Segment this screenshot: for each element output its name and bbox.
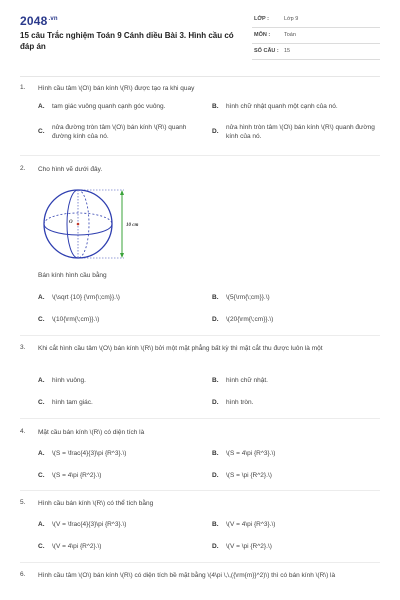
option-letter: D.	[212, 128, 219, 135]
option-letter: D.	[212, 316, 219, 323]
option-letter: A.	[38, 450, 45, 457]
question-number: 5.	[20, 499, 26, 506]
height-arrow-bottom	[120, 253, 124, 258]
question-text: Hình cầu tâm \(O\) bán kính \(R\) được tạo ra khi quay	[38, 85, 195, 92]
sphere-figure	[40, 186, 160, 262]
height-arrow-top	[120, 190, 124, 195]
option-letter: B.	[212, 103, 219, 110]
meta-key: SỐ CÂU :	[254, 48, 279, 54]
question-divider	[20, 335, 380, 336]
question-divider	[20, 155, 380, 156]
meridian-back	[78, 190, 89, 258]
option-letter: A.	[38, 521, 45, 528]
option-letter: C.	[38, 399, 45, 406]
meta-key: MÔN :	[254, 32, 271, 38]
option-text: \(V = \frac{4}{3}\pi {R^3}.\)	[52, 521, 127, 528]
option-text: \(S = \frac{4}{3}\pi {R^3}.\)	[52, 450, 127, 457]
option-letter: B.	[212, 377, 219, 384]
option-text: \(20{\rm{\;cm}}.\)	[226, 316, 274, 323]
option-letter: D.	[212, 543, 219, 550]
option-text: hình vuông.	[52, 377, 86, 384]
option-text: hình chữ nhật quanh một cạnh của nó.	[226, 103, 338, 110]
option-letter: B.	[212, 521, 219, 528]
option-letter: A.	[38, 103, 45, 110]
option-letter: C.	[38, 472, 45, 479]
height-label: 10 cm	[126, 223, 139, 228]
option-text: hình tam giác.	[52, 399, 93, 406]
meta-row-subject	[252, 29, 380, 44]
option-text: nửa hình tròn tâm \(O\) bán kính \(R\) quanh đường kính của nó.	[226, 124, 375, 140]
question-number: 3.	[20, 344, 26, 351]
meta-row-grade	[252, 13, 380, 28]
question-text: Hình cầu bán kính \(R\) có thể tích bằng	[38, 500, 154, 507]
question-number: 4.	[20, 428, 26, 435]
meta-value: Toán	[284, 32, 296, 38]
option-text: hình tròn.	[226, 399, 254, 406]
document-title: 15 câu Trắc nghiệm Toán 9 Cánh diều Bài 3. Hình cầu có đáp án	[20, 31, 234, 51]
site-logo[interactable]	[20, 14, 58, 28]
option-letter: B.	[212, 294, 219, 301]
meta-key: LỚP :	[254, 16, 269, 22]
question-text: Mặt cầu bán kính \(R\) có diện tích là	[38, 429, 145, 436]
option-text: tam giác vuông quanh cạnh góc vuông.	[52, 103, 166, 110]
question-divider	[20, 418, 380, 419]
option-text: \(10{\rm{\;cm}}.\)	[52, 316, 100, 323]
option-text: \(V = \pi {R^2}.\)	[226, 543, 272, 550]
option-text: \(V = 4\pi {R^3}.\)	[226, 521, 276, 528]
center-point	[77, 223, 80, 226]
option-letter: A.	[38, 294, 45, 301]
question-subtext: Bán kính hình cầu bằng	[38, 272, 107, 279]
option-letter: C.	[38, 316, 45, 323]
option-letter: D.	[212, 399, 219, 406]
meta-value: 15	[284, 48, 291, 54]
logo-text: 2048	[20, 14, 48, 28]
header-divider	[20, 76, 380, 77]
option-letter: D.	[212, 472, 219, 479]
question-number: 6.	[20, 571, 26, 578]
question-divider	[20, 490, 380, 491]
logo-suffix: .vn	[48, 16, 58, 22]
option-text: \(V = 4\pi {R^2}.\)	[52, 543, 102, 550]
sphere-diagram	[40, 186, 160, 262]
question-text: Cho hình vẽ dưới đây.	[38, 166, 103, 173]
option-text: \(5{\rm{\;cm}}.\)	[226, 294, 270, 301]
question-text: Khi cắt hình cầu tâm \(O\) bán kính \(R\) bởi một mặt phẳng bất kỳ thì mặt cắt thu được luôn là một	[38, 345, 323, 352]
option-letter: B.	[212, 450, 219, 457]
option-text: \(S = 4\pi {R^2}.\)	[52, 472, 102, 479]
page-header	[0, 0, 400, 72]
question-text: Hình cầu tâm \(O\) bán kính \(R\) có diện tích bề mặt bằng \(4\pi \,\,({\rm{m}}^2)\) thì có bán kính \(R\) là	[38, 572, 336, 579]
meta-row-question-count	[252, 45, 380, 60]
option-letter: C.	[38, 128, 45, 135]
question-number: 2.	[20, 165, 26, 172]
question-divider	[20, 562, 380, 563]
meta-value: Lớp 9	[284, 16, 299, 22]
question-number: 1.	[20, 84, 26, 91]
option-text: \(S = \pi {R^2}.\)	[226, 472, 272, 479]
option-text: nửa đường tròn tâm \(O\) bán kính \(R\) quanh đường kính của nó.	[52, 124, 187, 140]
option-text: hình chữ nhật.	[226, 377, 268, 384]
option-letter: C.	[38, 543, 45, 550]
option-letter: A.	[38, 377, 45, 384]
center-label: O	[69, 220, 73, 225]
option-text: \(S = 4\pi {R^3}.\)	[226, 450, 276, 457]
option-text: \(\sqrt {10} {\rm{\;cm}}.\)	[52, 294, 120, 301]
